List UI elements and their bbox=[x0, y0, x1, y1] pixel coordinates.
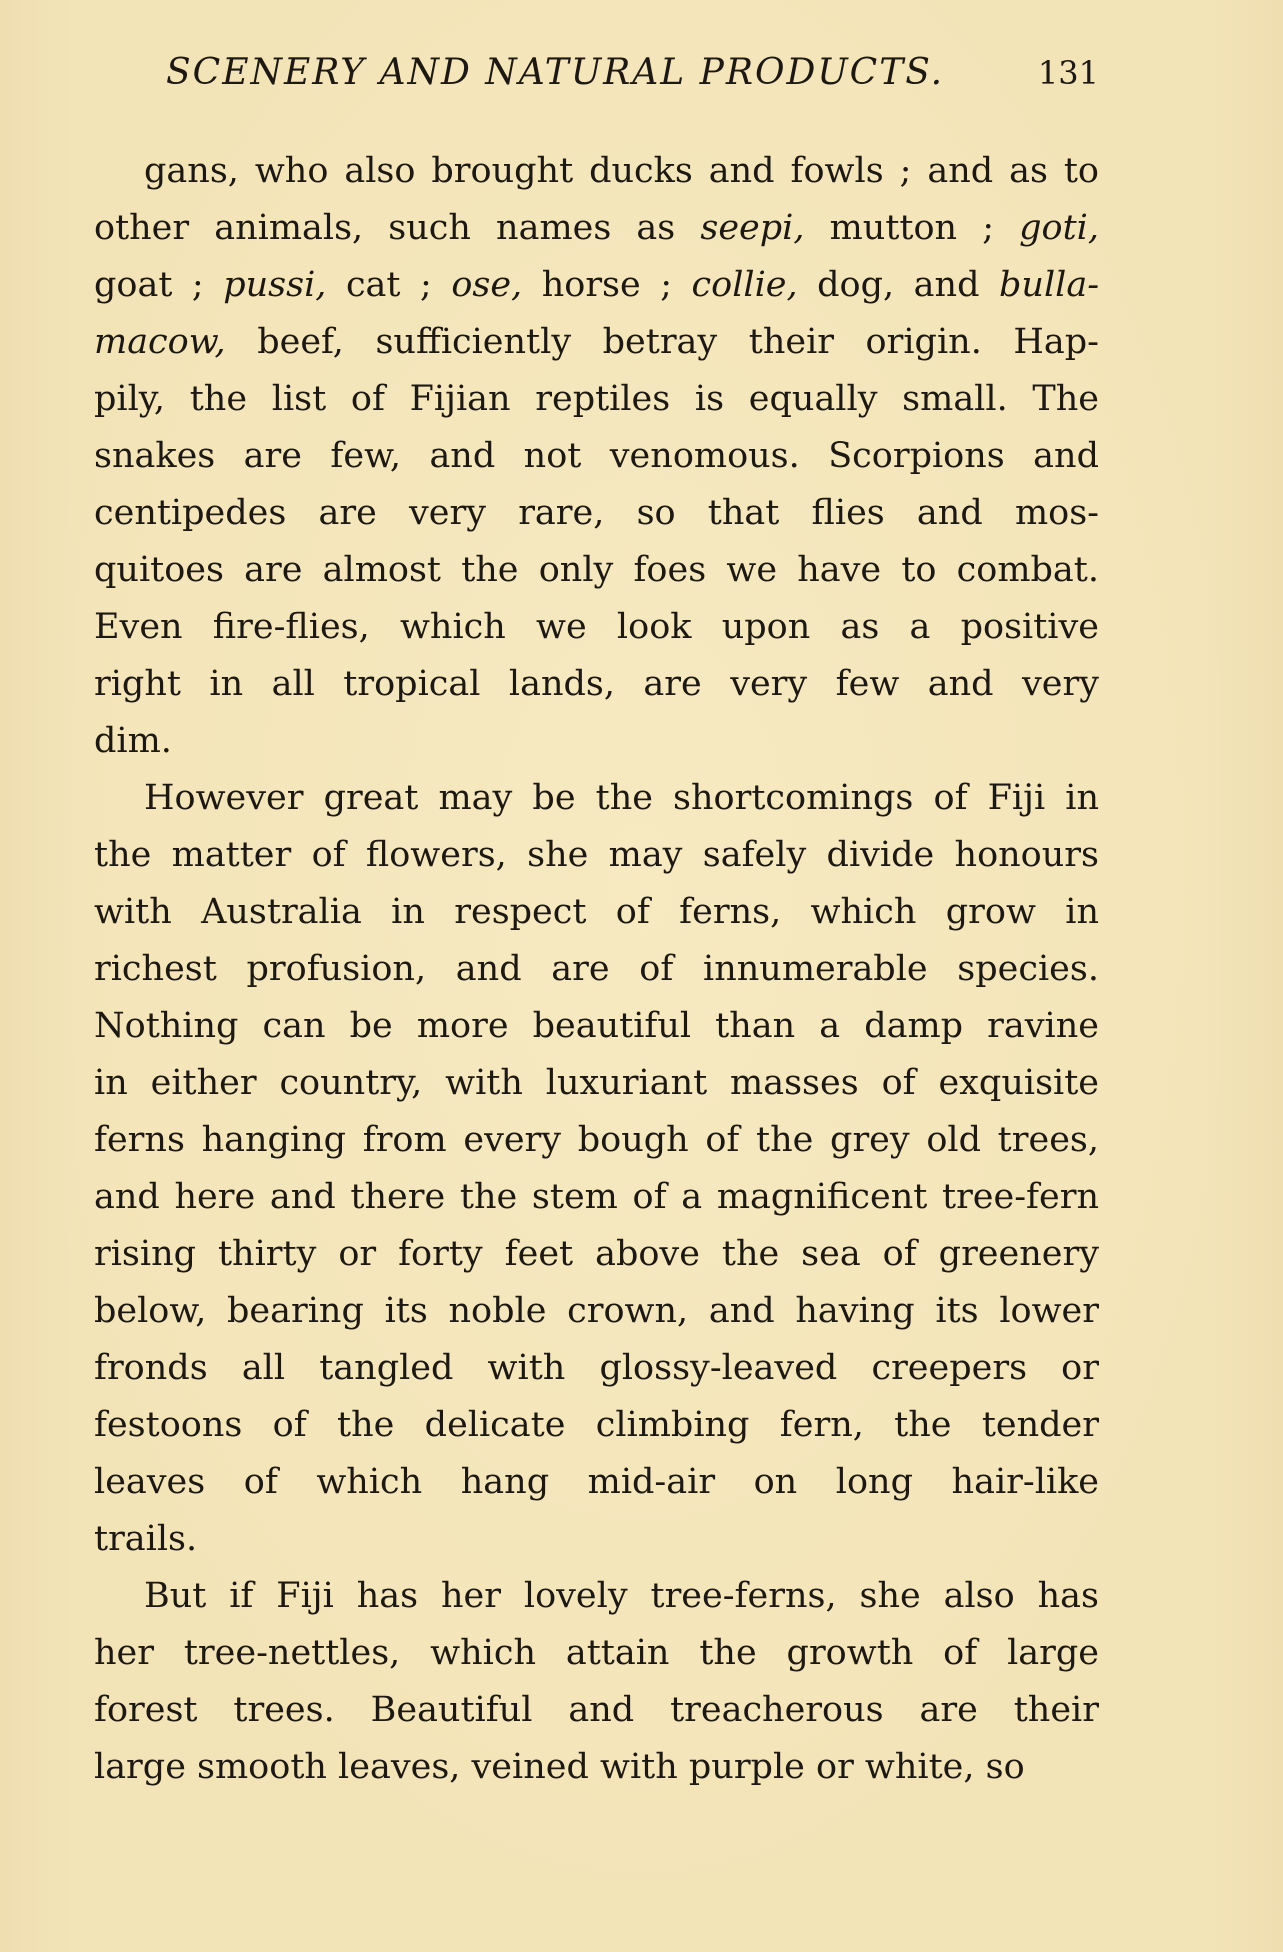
text-run: trails. bbox=[94, 1519, 198, 1559]
text-run: festoons of the delicate climbing fern, the tender bbox=[94, 1405, 1099, 1445]
text-line bbox=[94, 428, 1099, 485]
text-line bbox=[94, 1112, 1099, 1169]
text-run: goti, bbox=[1019, 208, 1099, 248]
text-run: But if Fiji has her lovely tree-ferns, she also has bbox=[144, 1576, 1099, 1616]
text-run: mutton ; bbox=[804, 208, 1020, 248]
text-run: goat ; bbox=[94, 265, 224, 305]
text-line bbox=[94, 1625, 1099, 1682]
text-line bbox=[94, 143, 1099, 200]
text-run: pily, the list of Fijian reptiles is equally small. The bbox=[94, 379, 1099, 419]
text-run: gans, who also brought ducks and fowls ; and as to bbox=[144, 151, 1099, 191]
text-run: centipedes are very rare, so that flies and mos- bbox=[94, 493, 1099, 533]
text-line bbox=[94, 1568, 1099, 1625]
text-run: rising thirty or forty feet above the sea of greenery bbox=[94, 1234, 1099, 1274]
text-run: her tree-nettles, which attain the growth of large bbox=[94, 1633, 1099, 1673]
text-line bbox=[94, 1226, 1099, 1283]
text-line bbox=[94, 200, 1099, 257]
text-run: Nothing can be more beautiful than a damp ravine bbox=[94, 1006, 1099, 1046]
text-line bbox=[94, 1397, 1099, 1454]
text-line bbox=[94, 1511, 1099, 1568]
text-line bbox=[94, 371, 1099, 428]
paragraph bbox=[94, 143, 1099, 770]
text-line bbox=[94, 1169, 1099, 1226]
text-line bbox=[94, 599, 1099, 656]
text-run: the matter of flowers, she may safely divide honours bbox=[94, 835, 1099, 875]
text-line bbox=[94, 656, 1099, 713]
text-run: bulla- bbox=[999, 265, 1099, 305]
text-line bbox=[94, 542, 1099, 599]
text-line bbox=[94, 1739, 1099, 1796]
text-run: with Australia in respect of ferns, which grow in bbox=[94, 892, 1099, 932]
text-line bbox=[94, 314, 1099, 371]
text-line bbox=[94, 998, 1099, 1055]
text-run: richest profusion, and are of innumerable species. bbox=[94, 949, 1099, 989]
text-run: dim. bbox=[94, 721, 172, 761]
paragraph bbox=[94, 770, 1099, 1568]
text-run: leaves of which hang mid-air on long hair-like bbox=[94, 1462, 1099, 1502]
text-run: Even fire-flies, which we look upon as a positive bbox=[94, 607, 1099, 647]
running-title: SCENERY AND NATURAL PRODUCTS. bbox=[166, 52, 945, 93]
text-run: dog, and bbox=[797, 265, 999, 305]
text-run: However great may be the shortcomings of Fiji in bbox=[144, 778, 1099, 818]
text-run: forest trees. Beautiful and treacherous are their bbox=[94, 1690, 1099, 1730]
text-line bbox=[94, 1454, 1099, 1511]
text-line bbox=[94, 770, 1099, 827]
text-run: seepi, bbox=[700, 208, 805, 248]
text-run: large smooth leaves, veined with purple or white, so bbox=[94, 1747, 1025, 1787]
text-line bbox=[94, 1682, 1099, 1739]
text-run: in either country, with luxuriant masses of exquisite bbox=[94, 1063, 1099, 1103]
text-run: cat ; bbox=[326, 265, 452, 305]
running-head bbox=[94, 48, 1099, 98]
text-line bbox=[94, 827, 1099, 884]
text-run: ose, bbox=[451, 265, 523, 305]
text-line bbox=[94, 1055, 1099, 1112]
text-run: other animals, such names as bbox=[94, 208, 701, 248]
text-run: right in all tropical lands, are very few and very bbox=[94, 664, 1099, 704]
text-run: below, bearing its noble crown, and having its lower bbox=[94, 1291, 1099, 1331]
text-run: ferns hanging from every bough of the grey old trees, bbox=[94, 1120, 1099, 1160]
text-line bbox=[94, 257, 1099, 314]
text-run: pussi, bbox=[223, 265, 327, 305]
text-line bbox=[94, 941, 1099, 998]
paragraph bbox=[94, 1568, 1099, 1796]
text-run: beef, sufficiently betray their origin. Hap- bbox=[225, 322, 1099, 362]
text-line bbox=[94, 1283, 1099, 1340]
text-line bbox=[94, 884, 1099, 941]
page-number: 131 bbox=[1037, 54, 1099, 92]
text-line bbox=[94, 713, 1099, 770]
text-run: horse ; bbox=[522, 265, 692, 305]
text-run: quitoes are almost the only foes we have to combat. bbox=[94, 550, 1099, 590]
text-run: snakes are few, and not venomous. Scorpions and bbox=[94, 436, 1099, 476]
body-text bbox=[94, 143, 1099, 1796]
text-run: macow, bbox=[94, 322, 226, 362]
text-run: and here and there the stem of a magnificent tree-fern bbox=[94, 1177, 1099, 1217]
text-run: fronds all tangled with glossy-leaved creepers or bbox=[94, 1348, 1099, 1388]
text-line bbox=[94, 1340, 1099, 1397]
text-line bbox=[94, 485, 1099, 542]
text-run: collie, bbox=[691, 265, 798, 305]
